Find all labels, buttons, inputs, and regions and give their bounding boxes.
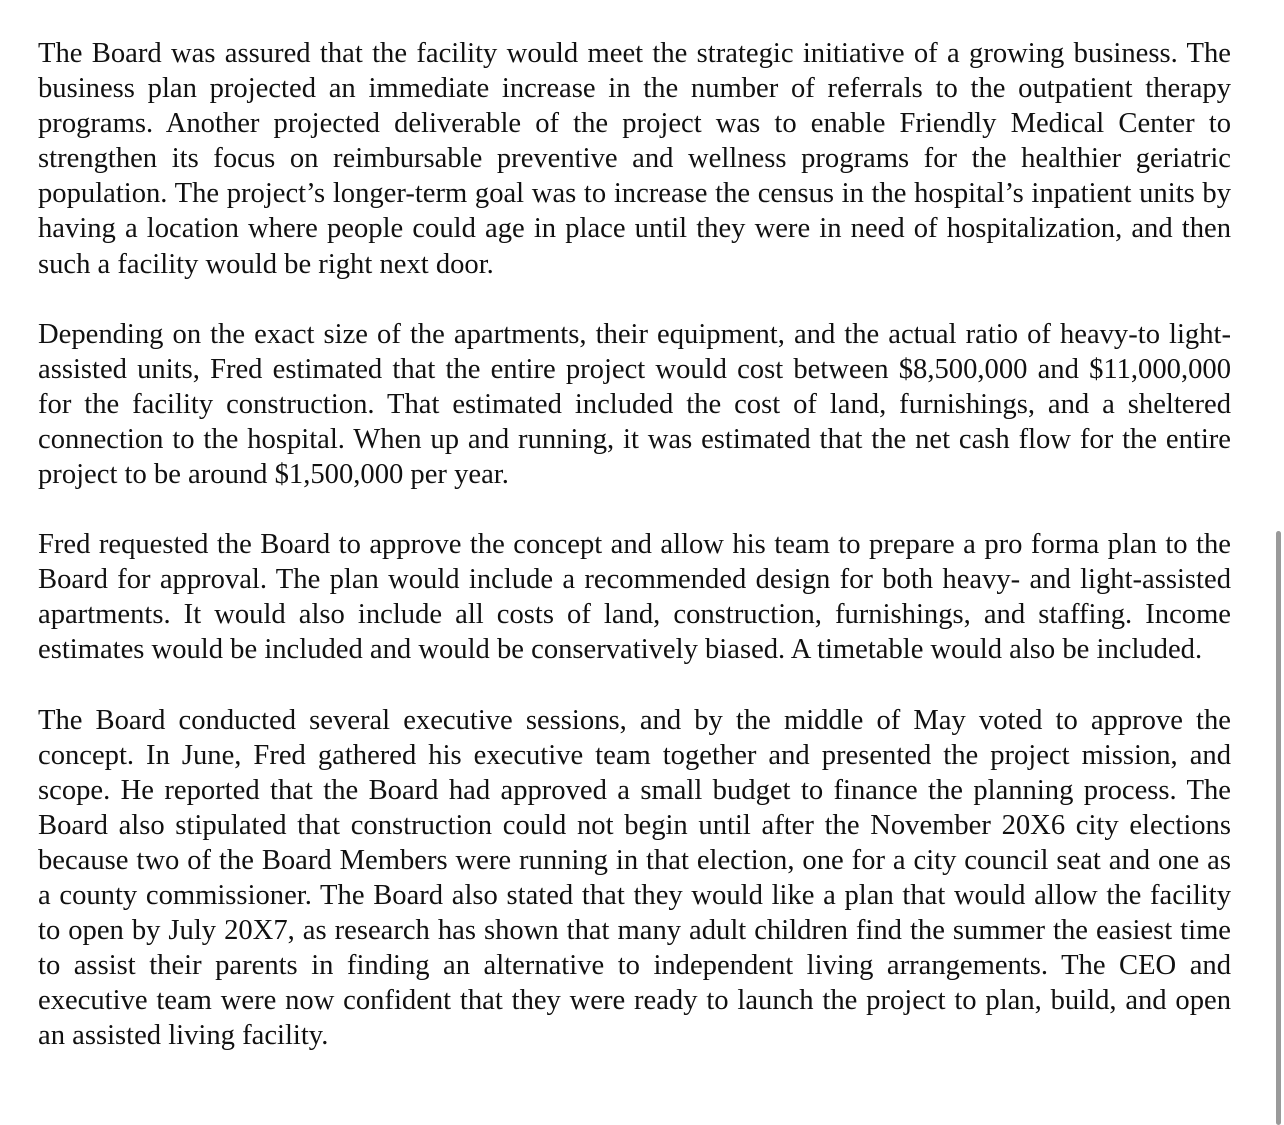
paragraph-board-assurance: The Board was assured that the facility would meet the strategic initiative of a growing business. The business plan projected an immediate increase in the number of referrals to the outpatient therapy programs. Another projected deliverable of the project was to enable Friendly Medical Center to strengthen its focus on reimbursable preventive and wellness programs for the healthier geriatric population. The project’s longer-term goal was to increase the census in the hospital’s inpatient units by having a location where people could age in place until they were in need of hospitalization, and then such a facility would be right next door. — [38, 38, 1231, 280]
paragraph-cost-estimate: Depending on the exact size of the apartments, their equipment, and the actual ratio of heavy-to light-assisted units, Fred estimated that the entire project would cost between $8,500,000 and $11,000,000 for the facility construction. That estimated included the cost of land, furnishings, and a sheltered connection to the hospital. When up and running, it was estimated that the net cash flow for the entire project to be around $1,500,000 per year. — [38, 318, 1231, 491]
document-body — [38, 36, 1231, 1053]
scrollbar-thumb[interactable] — [1276, 531, 1281, 1125]
vertical-scrollbar[interactable] — [1270, 0, 1284, 1125]
paragraph-board-approval: The Board conducted several executive sessions, and by the middle of May voted to approve the concept. In June, Fred gathered his executive team together and presented the project mission, and scope. He reported that the Board had approved a small budget to finance the planning process. The Board also stipulated that construction could not begin until after the November 20X6 city elections because two of the Board Members were running in that election, one for a city council seat and one as a county commissioner. The Board also stated that they would like a plan that would allow the facility to open by July 20X7, as research has shown that many adult children find the summer the easiest time to assist their parents in finding an alternative to independent living arrangements. The CEO and executive team were now confident that they were ready to launch the project to plan, build, and open an assisted living facility. — [38, 704, 1231, 1052]
paragraph-pro-forma-request: Fred requested the Board to approve the concept and allow his team to prepare a pro forma plan to the Board for approval. The plan would include a recommended design for both heavy- and light-assisted apartments. It would also include all costs of land, construction, furnishings, and staffing. Income estimates would be included and would be conservatively biased. A timetable would also be included. — [38, 529, 1231, 666]
